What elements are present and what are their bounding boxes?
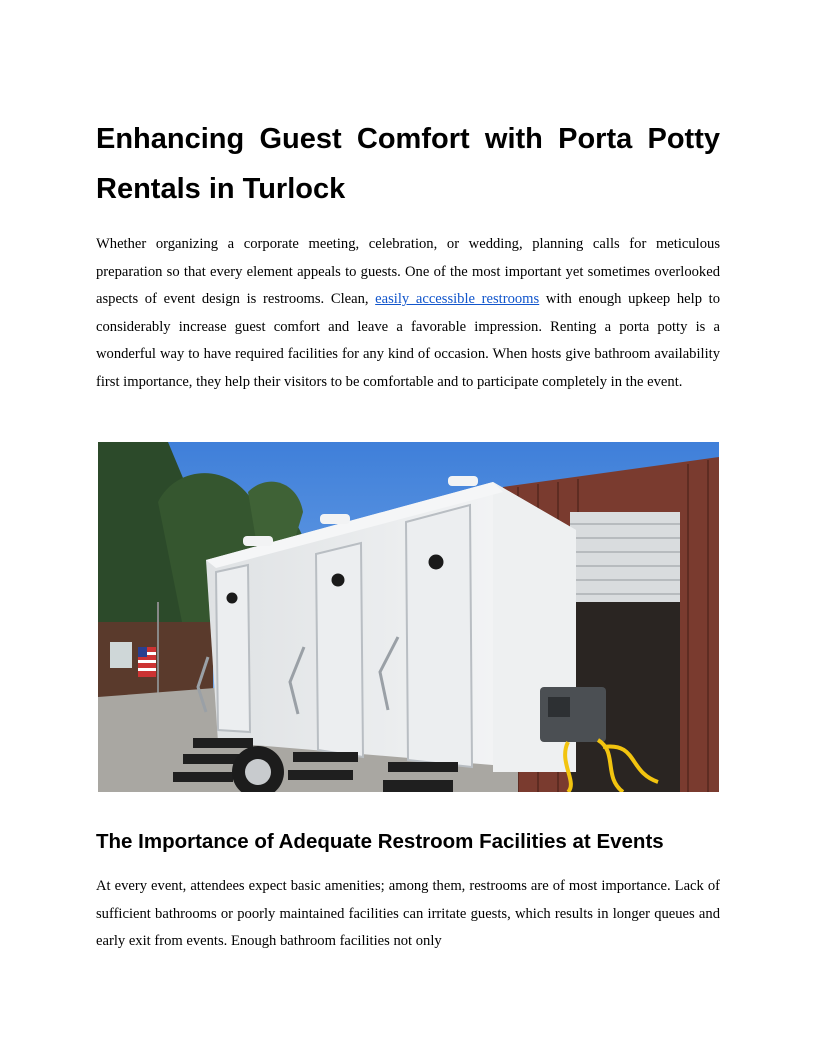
article-title: Enhancing Guest Comfort with Porta Potty Rentals in Turlock [96, 123, 720, 205]
restroom-trailer-photo [98, 442, 719, 792]
section-paragraph: At every event, attendees expect basic amenities; among them, restrooms are of most importance. Lack of sufficient bathrooms or poorly maintained facilities can irritate guests, which results in longer queues and early exit from events. Enough bathroom facilities not only [96, 878, 720, 950]
section-heading: The Importance of Adequate Restroom Facilities at Events [96, 830, 664, 853]
accessible-restrooms-link[interactable]: easily accessible restrooms [375, 291, 540, 308]
intro-paragraph [96, 231, 720, 397]
intro-text-before-link: Whether organizing a corporate meeting, celebration, or wedding, planning calls for meticulous preparation so that every element appeals to guests. One of the most important yet sometimes overlooked aspects of event design is restrooms. Clean, [96, 236, 720, 308]
intro-text-after-link: with enough upkeep help to considerably increase guest comfort and leave a favorable impression. Renting a porta potty is a wonderful way to have required facilities for any kind of occasion. When hosts give bathroom availability first importance, they help their visitors to be comfortable and to participate completely in the event. [96, 291, 720, 390]
